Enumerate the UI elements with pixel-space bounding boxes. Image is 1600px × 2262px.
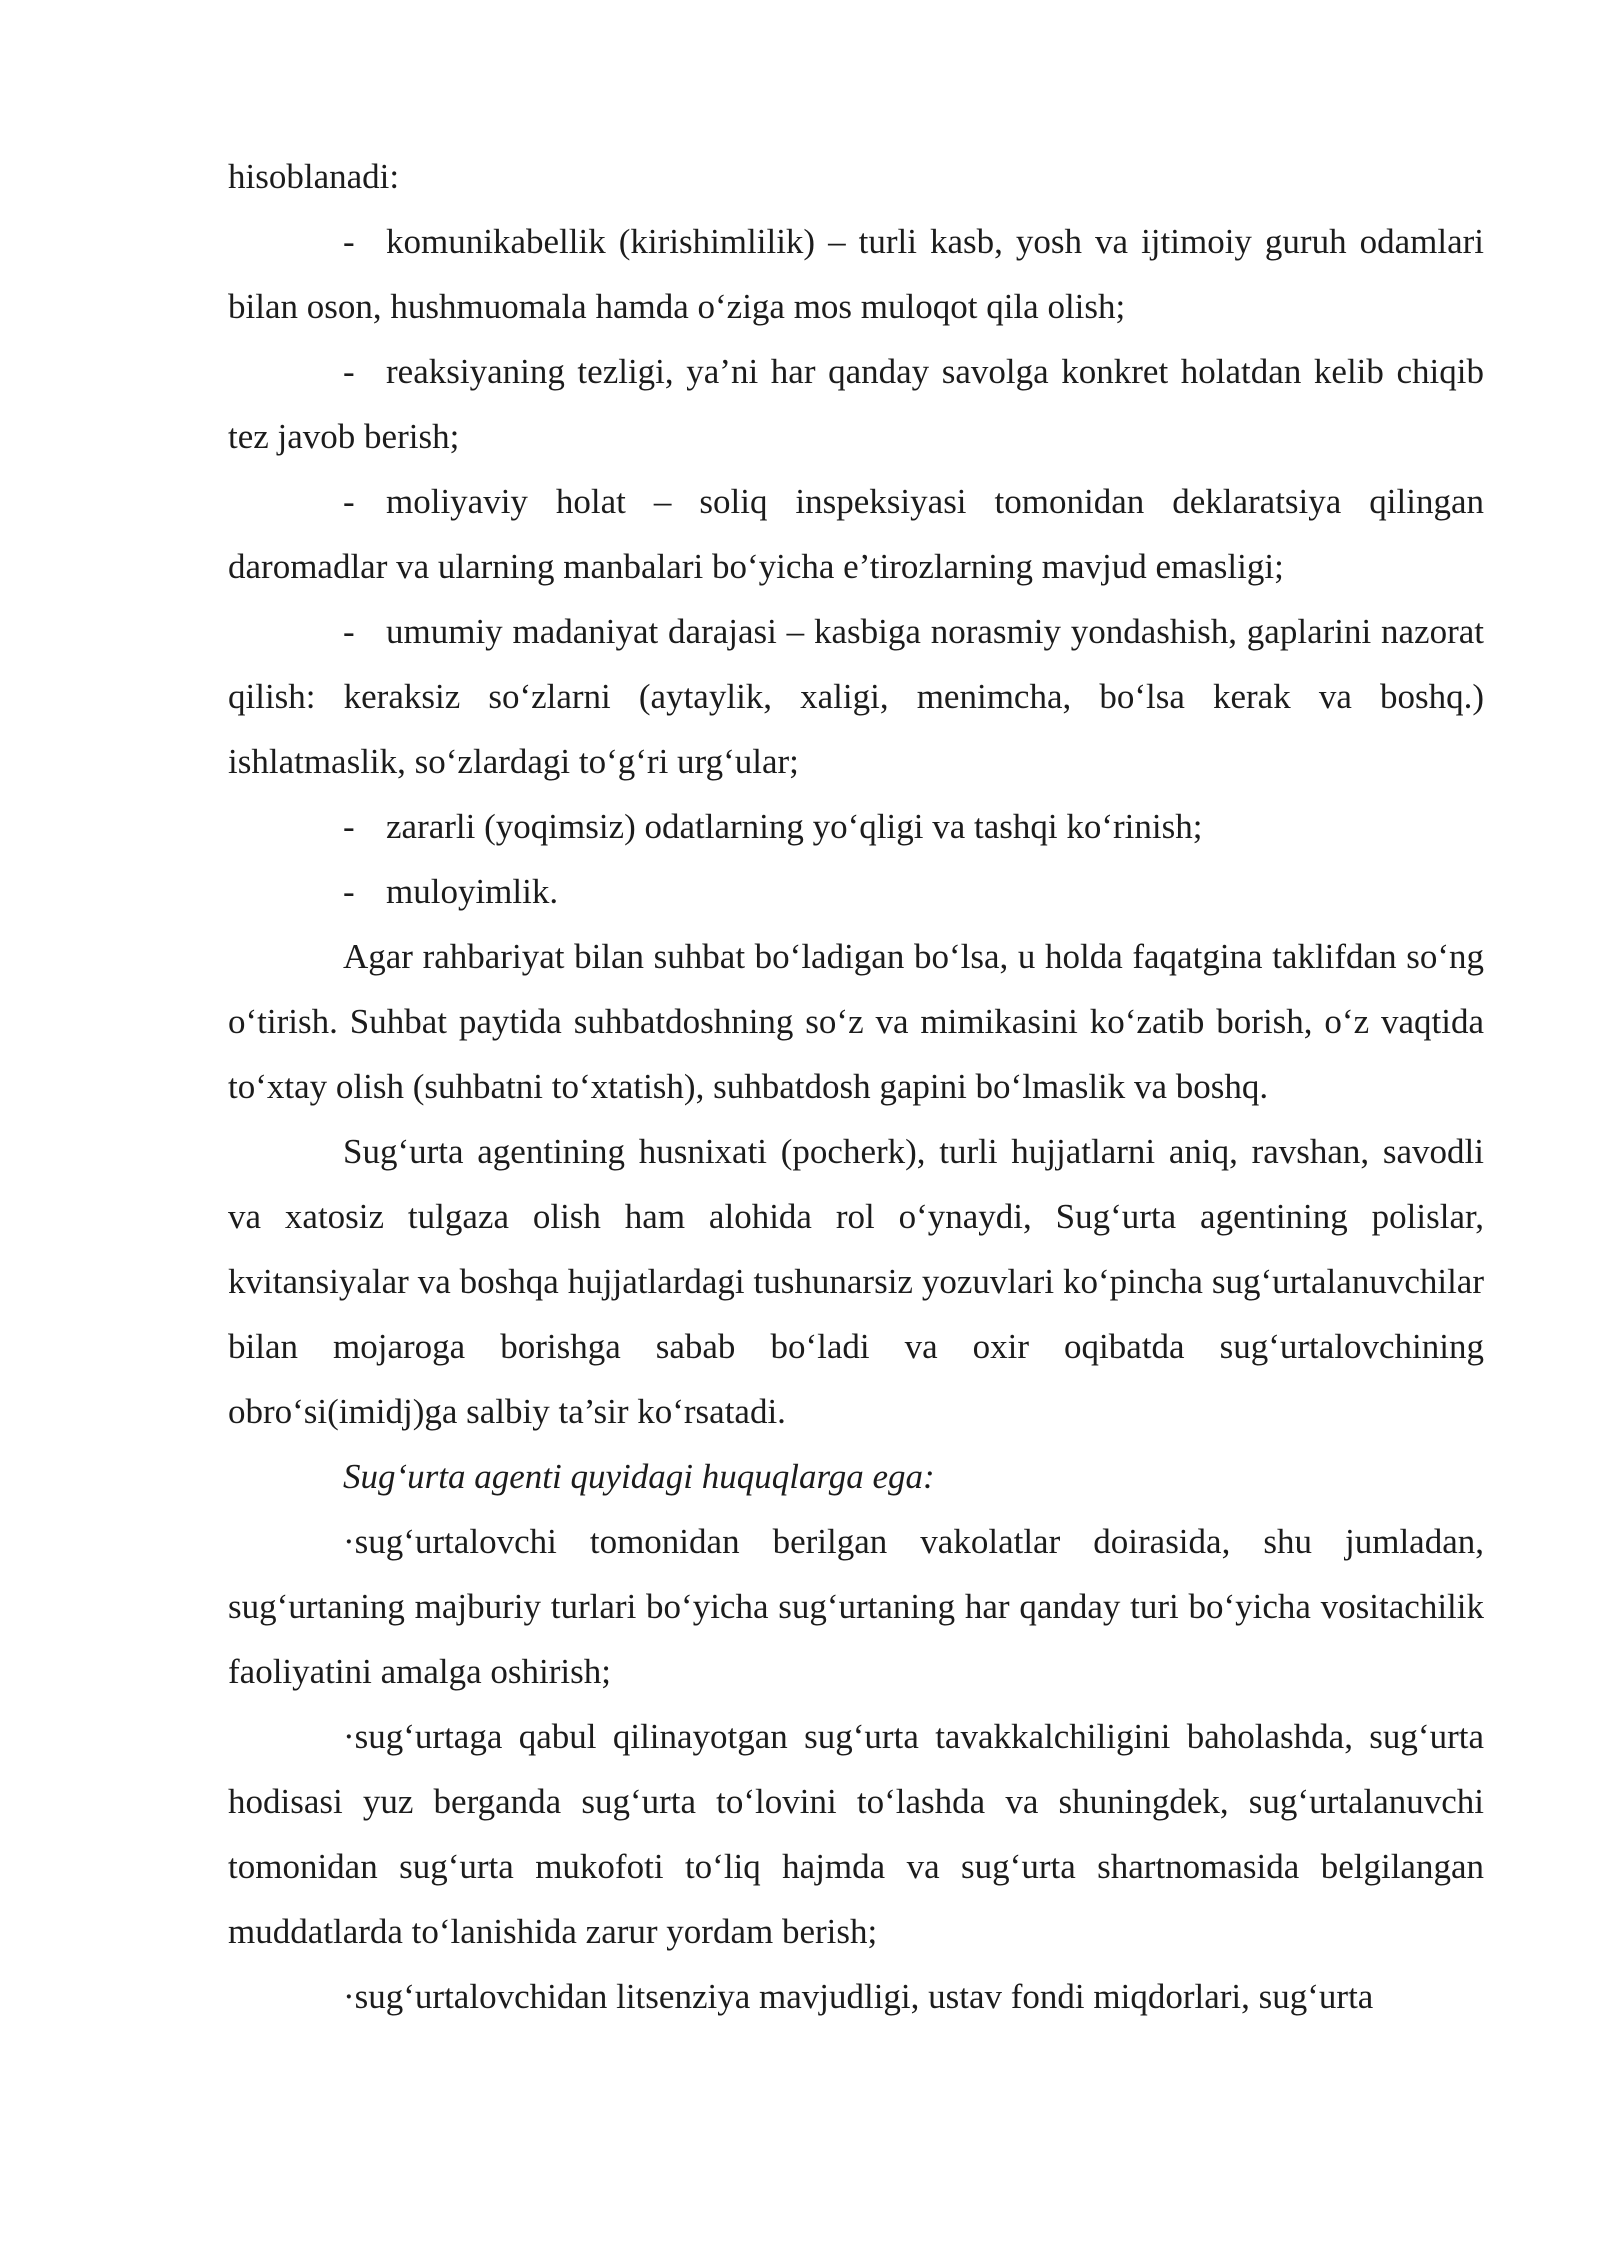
- list-item-text: moliyaviy holat – soliq inspeksiyasi tomonidan deklaratsiya qilingan daromadlar va ularning manbalari bo‘yicha e’tirozlarning mavjud emasligi;: [228, 482, 1484, 586]
- list-item: [228, 339, 1484, 469]
- list-item-text: komunikabellik (kirishimlilik) – turli kasb, yosh va ijtimoiy guruh odamlari bilan oson, hushmuomala hamda o‘ziga mos muloqot qila olish;: [228, 222, 1484, 326]
- dash-marker: -: [343, 872, 355, 911]
- lead-line: hisoblanadi:: [228, 157, 400, 196]
- list-item-text: zararli (yoqimsiz) odatlarning yo‘qligi va tashqi ko‘rinish;: [386, 807, 1203, 846]
- list-item: [228, 209, 1484, 339]
- list-item-text: reaksiyaning tezligi, ya’ni har qanday savolga konkret holatdan kelib chiqib tez javob berish;: [228, 352, 1484, 456]
- rights-list: [228, 1509, 1484, 2029]
- list-item: [228, 469, 1484, 599]
- dash-marker: -: [343, 222, 355, 261]
- rights-item: ·sug‘urtalovchi tomonidan berilgan vakolatlar doirasida, shu jumladan, sug‘urtaning majburiy turlari bo‘yicha sug‘urtaning har qanday turi bo‘yicha vositachilik faoliyatini amalga oshirish;: [228, 1522, 1484, 1691]
- dash-marker: -: [343, 482, 355, 521]
- list-item-text: umumiy madaniyat darajasi – kasbiga norasmiy yondashish, gaplarini nazorat qilish: keraksiz so‘zlarni (aytaylik, xaligi, menimcha, bo‘lsa kerak va boshq.) ishlatmaslik, so‘zlardagi to‘g‘ri urg‘ular;: [228, 612, 1484, 781]
- rights-heading: Sug‘urta agenti quyidagi huquqlarga ega:: [343, 1457, 935, 1496]
- list-item: [228, 794, 1484, 859]
- list-item: [228, 599, 1484, 794]
- list-item: [228, 859, 1484, 924]
- document-body: [228, 144, 1484, 2029]
- paragraph-handwriting: Sug‘urta agentining husnixati (pocherk), turli hujjatlarni aniq, ravshan, savodli va xatosiz tulgaza olish ham alohida rol o‘ynaydi, Sug‘urta agentining polislar, kvitansiyalar va boshqa hujjatlardagi tushunarsiz yozuvlari ko‘pincha sug‘urtalanuvchilar bilan mojaroga borishga sabab bo‘ladi va oxir oqibatda sug‘urtalovchining obro‘si(imidj)ga salbiy ta’sir ko‘rsatadi.: [228, 1132, 1484, 1431]
- qualities-list: [228, 209, 1484, 924]
- list-item-text: muloyimlik.: [386, 872, 559, 911]
- dash-marker: -: [343, 612, 355, 651]
- dash-marker: -: [343, 807, 355, 846]
- rights-item: ·sug‘urtalovchidan litsenziya mavjudligi, ustav fondi miqdorlari, sug‘urta: [343, 1977, 1374, 2016]
- rights-item: ·sug‘urtaga qabul qilinayotgan sug‘urta tavakkalchiligini baholashda, sug‘urta hodisasi yuz berganda sug‘urta to‘lovini to‘lashda va shuningdek, sug‘urtalanuvchi tomonidan sug‘urta mukofoti to‘liq hajmda va sug‘urta shartnomasida belgilangan muddatlarda to‘lanishida zarur yordam berish;: [228, 1717, 1484, 1951]
- dash-marker: -: [343, 352, 355, 391]
- paragraph-leadership-conversation: Agar rahbariyat bilan suhbat bo‘ladigan bo‘lsa, u holda faqatgina taklifdan so‘ng o‘tirish. Suhbat paytida suhbatdoshning so‘z va mimikasini ko‘zatib borish, o‘z vaqtida to‘xtay olish (suhbatni to‘xtatish), suhbatdosh gapini bo‘lmaslik va boshq.: [228, 937, 1484, 1106]
